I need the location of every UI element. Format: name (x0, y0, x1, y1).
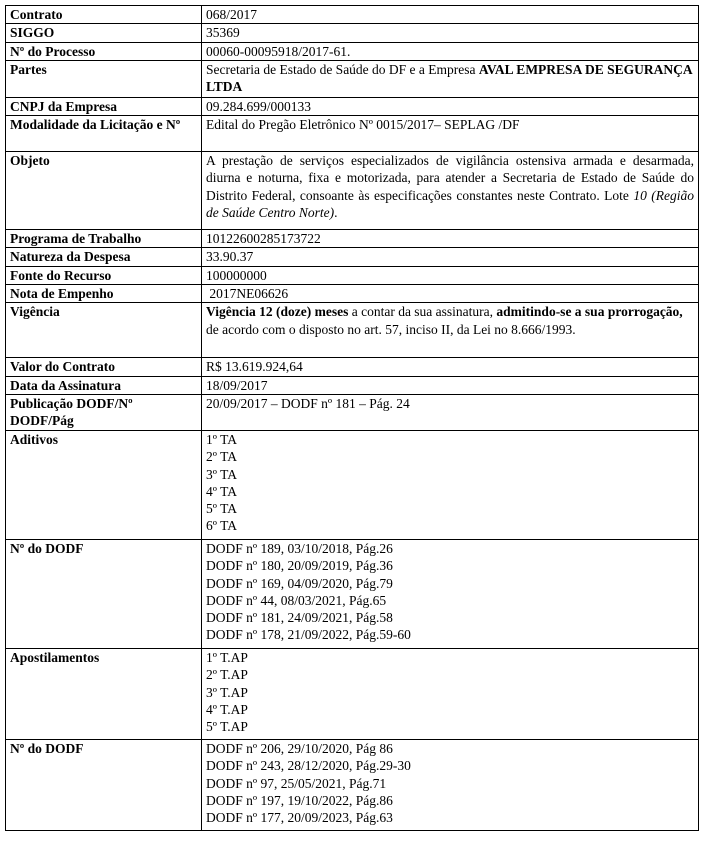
list-item: DODF nº 169, 04/09/2020, Pág.79 (206, 575, 393, 591)
label-processo: Nº do Processo (6, 42, 202, 60)
row-cnpj (6, 97, 699, 115)
list-item: 5º TA (206, 501, 237, 517)
value-programa: 10122600285173722 (202, 230, 699, 248)
row-modalidade (6, 116, 699, 152)
contract-table (5, 5, 699, 831)
objeto-lote: 10 (Região de Saúde Centro Norte) (206, 187, 694, 221)
label-natureza: Natureza da Despesa (6, 248, 202, 266)
value-dodf-apostilamentos (202, 739, 699, 830)
label-objeto: Objeto (6, 152, 202, 230)
vigencia-text2: de acordo com o disposto no art. 57, inciso II, da Lei no 8.666/1993. (206, 321, 576, 337)
partes-company: AVAL EMPRESA DE SEGURANÇA LTDA (206, 61, 692, 95)
list-item: 6º TA (206, 518, 237, 534)
label-partes: Partes (6, 60, 202, 97)
label-publicacao: Publicação DODF/Nº DODF/Pág (6, 394, 202, 430)
list-item: 2º TA (206, 449, 237, 465)
vigencia-text1: a contar da sua assinatura, (348, 304, 497, 320)
value-modalidade: Edital do Pregão Eletrônico Nº 0015/2017– SEPLAG /DF (202, 116, 699, 152)
row-valor (6, 358, 699, 376)
objeto-text: A prestação de serviços especializados de vigilância ostensiva armada e desarmada, diurna e noturna, fixa e motorizada, para atender a Secretaria de Estado de Saúde do Distrito Federal, consoante às especificações constantes neste Contrato. Lote (206, 153, 694, 203)
label-dodf-apostilamentos: Nº do DODF (6, 739, 202, 830)
label-cnpj: CNPJ da Empresa (6, 97, 202, 115)
label-dodf-aditivos: Nº do DODF (6, 539, 202, 648)
label-programa: Programa de Trabalho (6, 230, 202, 248)
list-item: DODF nº 243, 28/12/2020, Pág.29-30 (206, 758, 411, 774)
list-item: 2º T.AP (206, 667, 248, 683)
list-item: DODF nº 44, 08/03/2021, Pág.65 (206, 592, 387, 608)
row-objeto (6, 152, 699, 230)
value-siggo: 35369 (202, 24, 699, 42)
list-item: 1º T.AP (206, 649, 248, 665)
value-cnpj: 09.284.699/000133 (202, 97, 699, 115)
value-vigencia (202, 303, 699, 358)
row-processo (6, 42, 699, 60)
list-item: DODF nº 197, 19/10/2022, Pág.86 (206, 792, 393, 808)
label-aditivos: Aditivos (6, 430, 202, 539)
list-item: 4º T.AP (206, 701, 248, 717)
list-item: 3º TA (206, 466, 237, 482)
value-processo: 00060-00095918/2017-61. (202, 42, 699, 60)
label-valor: Valor do Contrato (6, 358, 202, 376)
label-modalidade: Modalidade da Licitação e Nº (6, 116, 202, 152)
list-item: DODF nº 178, 21/09/2022, Pág.59-60 (206, 627, 411, 643)
label-vigencia: Vigência (6, 303, 202, 358)
row-fonte (6, 266, 699, 284)
list-item: DODF nº 181, 24/09/2021, Pág.58 (206, 610, 393, 626)
list-item: 1º TA (206, 431, 237, 447)
objeto-end: . (334, 205, 338, 221)
value-assinatura: 18/09/2017 (202, 376, 699, 394)
list-item: 3º T.AP (206, 684, 248, 700)
label-empenho: Nota de Empenho (6, 285, 202, 303)
label-siggo: SIGGO (6, 24, 202, 42)
list-item: 4º TA (206, 483, 237, 499)
list-item: DODF nº 189, 03/10/2018, Pág.26 (206, 540, 393, 556)
vigencia-bold1: Vigência 12 (doze) meses (206, 304, 349, 320)
partes-prefix: Secretaria de Estado de Saúde do DF e a Empresa (206, 61, 479, 77)
row-dodf-apostilamentos (6, 739, 699, 830)
value-objeto (202, 152, 699, 230)
row-programa (6, 230, 699, 248)
label-assinatura: Data da Assinatura (6, 376, 202, 394)
list-item: DODF nº 206, 29/10/2020, Pág 86 (206, 740, 393, 756)
row-contrato (6, 6, 699, 24)
value-contrato: 068/2017 (202, 6, 699, 24)
value-apostilamentos (202, 648, 699, 739)
row-assinatura (6, 376, 699, 394)
list-item: DODF nº 97, 25/05/2021, Pág.71 (206, 775, 387, 791)
row-vigencia (6, 303, 699, 358)
value-empenho: 2017NE06626 (202, 285, 699, 303)
list-item: DODF nº 180, 20/09/2019, Pág.36 (206, 558, 393, 574)
row-dodf-aditivos (6, 539, 699, 648)
label-contrato: Contrato (6, 6, 202, 24)
label-fonte: Fonte do Recurso (6, 266, 202, 284)
value-valor: R$ 13.619.924,64 (202, 358, 699, 376)
value-publicacao: 20/09/2017 – DODF nº 181 – Pág. 24 (202, 394, 699, 430)
value-natureza: 33.90.37 (202, 248, 699, 266)
row-partes (6, 60, 699, 97)
row-publicacao (6, 394, 699, 430)
vigencia-bold2: admitindo-se a sua prorrogação, (496, 304, 683, 320)
value-dodf-aditivos (202, 539, 699, 648)
value-fonte: 100000000 (202, 266, 699, 284)
row-apostilamentos (6, 648, 699, 739)
label-apostilamentos: Apostilamentos (6, 648, 202, 739)
list-item: DODF nº 177, 20/09/2023, Pág.63 (206, 810, 393, 826)
row-empenho (6, 285, 699, 303)
row-natureza (6, 248, 699, 266)
list-item: 5º T.AP (206, 719, 248, 735)
row-siggo (6, 24, 699, 42)
row-aditivos (6, 430, 699, 539)
value-aditivos (202, 430, 699, 539)
value-partes (202, 60, 699, 97)
